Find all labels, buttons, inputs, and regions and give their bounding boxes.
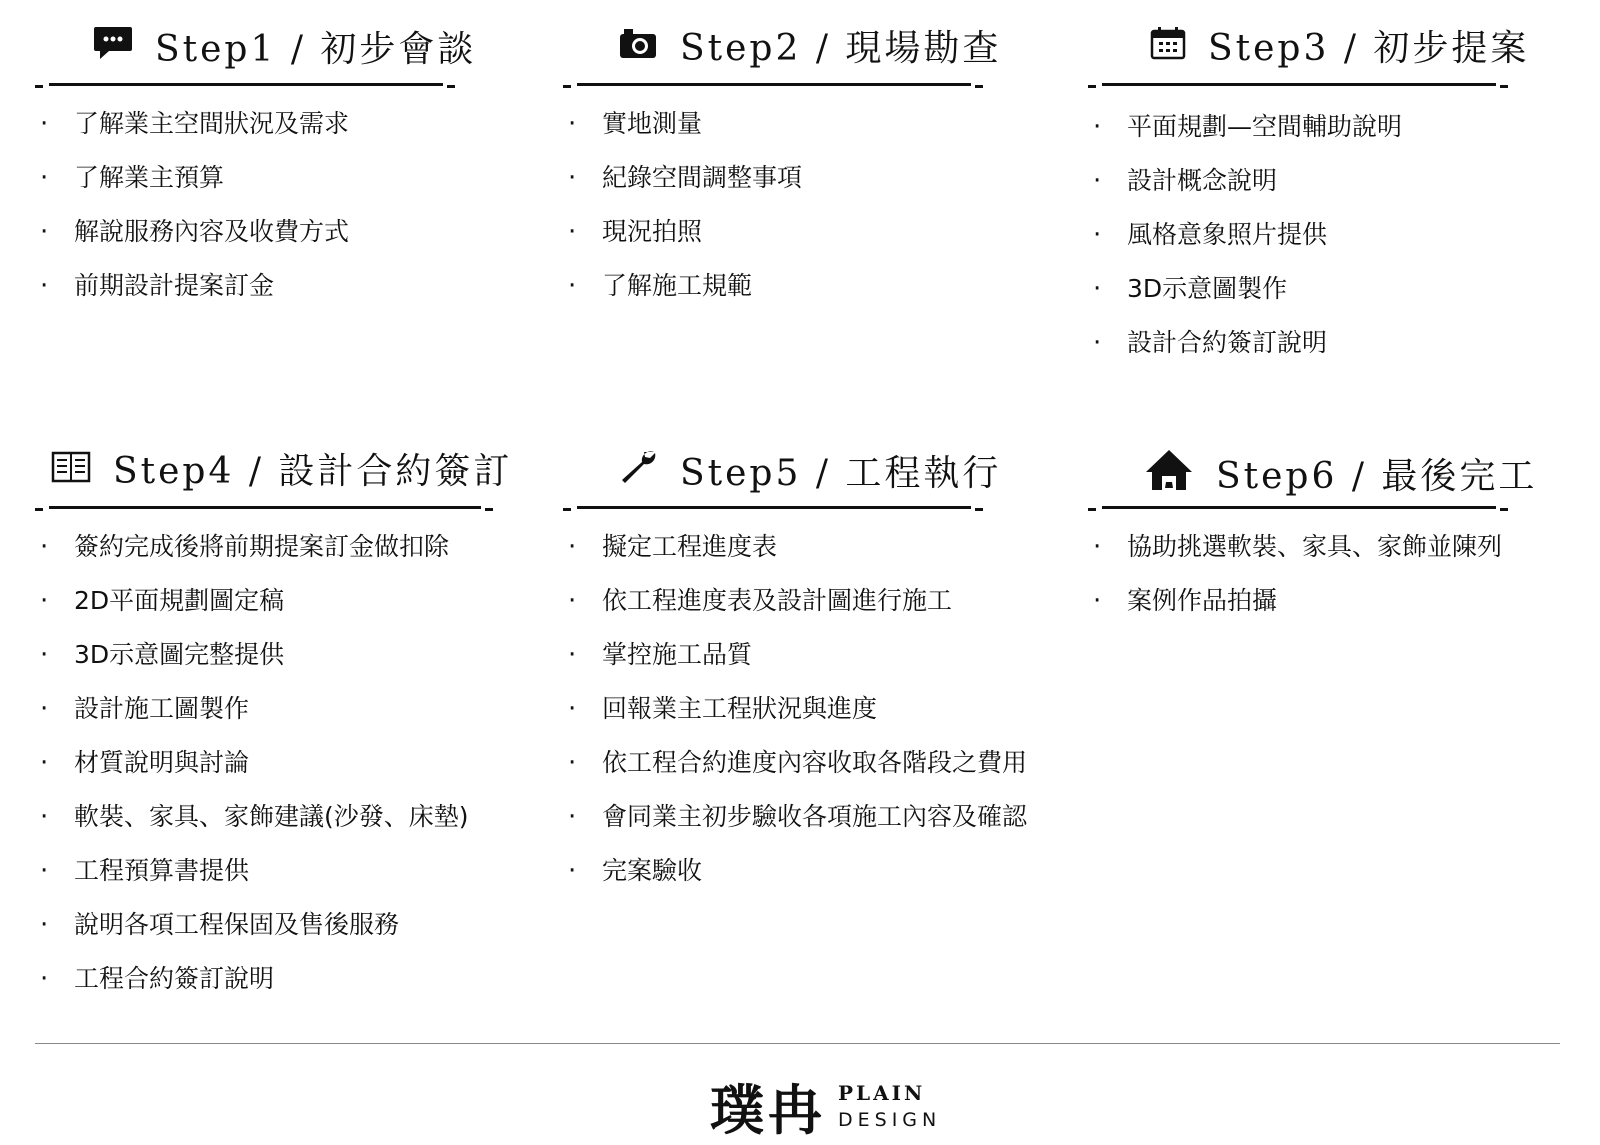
footer-divider <box>35 1043 1560 1044</box>
step-title: Step6 / 最後完工 <box>1216 455 1538 497</box>
list-item: · 風格意象照片提供 <box>1093 208 1402 262</box>
logo-chinese: 璞冉 <box>710 1078 826 1142</box>
list-item: · 材質說明與討論 <box>40 736 469 790</box>
logo-design: DESIGN <box>838 1109 942 1132</box>
brand-logo <box>710 1068 941 1145</box>
calendar-icon <box>1150 25 1186 73</box>
step-title: Step1 / 初步會談 <box>155 28 477 70</box>
rule-end-left <box>35 508 43 511</box>
rule-end-right <box>975 85 983 88</box>
step-1 <box>35 25 477 300</box>
list-item: · 現況拍照 <box>568 205 802 259</box>
step-item-list <box>40 97 349 313</box>
step-item-list <box>40 520 469 1006</box>
list-item: · 掌控施工品質 <box>568 628 1027 682</box>
rule-end-right <box>1500 508 1508 511</box>
list-item: · 依工程合約進度內容收取各階段之費用 <box>568 736 1027 790</box>
list-item: · 設計施工圖製作 <box>40 682 469 736</box>
list-item: · 擬定工程進度表 <box>568 520 1027 574</box>
step-underline <box>577 506 971 509</box>
list-item: · 3D示意圖製作 <box>1093 262 1402 316</box>
document-icon <box>51 448 91 496</box>
step-item-list <box>1093 520 1502 628</box>
step-title: Step2 / 現場勘查 <box>680 28 1002 69</box>
step-item-list <box>568 520 1027 898</box>
step-2 <box>563 25 1003 300</box>
rule-end-right <box>485 508 493 511</box>
list-item: · 工程預算書提供 <box>40 844 469 898</box>
rule-end-left <box>1088 508 1096 511</box>
list-item: · 平面規劃—空間輔助說明 <box>1093 100 1402 154</box>
step-3 <box>1088 25 1530 357</box>
list-item: · 軟裝、家具、家飾建議(沙發、床墊) <box>40 790 469 844</box>
list-item: · 依工程進度表及設計圖進行施工 <box>568 574 1027 628</box>
step-header <box>563 25 1003 85</box>
list-item: · 完案驗收 <box>568 844 1027 898</box>
step-title: Step3 / 初步提案 <box>1208 28 1530 69</box>
list-item: · 了解施工規範 <box>568 259 802 313</box>
rule-end-left <box>1088 85 1096 88</box>
step-underline <box>1102 83 1496 86</box>
list-item: · 協助挑選軟裝、家具、家飾並陳列 <box>1093 520 1502 574</box>
rule-end-left <box>35 85 43 88</box>
list-item: · 實地測量 <box>568 97 802 151</box>
rule-end-right <box>1500 85 1508 88</box>
step-underline <box>577 83 971 86</box>
chat-icon <box>93 25 133 74</box>
camera-icon <box>618 25 658 73</box>
list-item: · 紀錄空間調整事項 <box>568 151 802 205</box>
list-item: · 設計概念說明 <box>1093 154 1402 208</box>
step-header <box>35 25 475 85</box>
list-item: · 說明各項工程保固及售後服務 <box>40 898 469 952</box>
list-item: · 了解業主預算 <box>40 151 349 205</box>
rule-end-left <box>563 508 571 511</box>
list-item: · 解說服務內容及收費方式 <box>40 205 349 259</box>
rule-end-right <box>975 508 983 511</box>
list-item: · 簽約完成後將前期提案訂金做扣除 <box>40 520 469 574</box>
list-item: · 工程合約簽訂說明 <box>40 952 469 1006</box>
logo-plain: PLAIN <box>838 1081 926 1106</box>
step-5 <box>563 448 1063 885</box>
list-item: · 3D示意圖完整提供 <box>40 628 469 682</box>
step-4 <box>35 448 515 993</box>
house-icon <box>1144 448 1194 505</box>
logo-english <box>838 1082 941 1131</box>
step-underline <box>1102 506 1496 509</box>
step-title: Step5 / 工程執行 <box>680 452 1002 494</box>
step-6 <box>1088 448 1568 615</box>
step-header <box>1088 25 1528 85</box>
list-item: · 案例作品拍攝 <box>1093 574 1502 628</box>
step-header <box>563 448 1063 508</box>
step-title: Step4 / 設計合約簽訂 <box>113 451 513 492</box>
rule-end-left <box>563 85 571 88</box>
list-item: · 了解業主空間狀況及需求 <box>40 97 349 151</box>
step-header <box>1088 448 1568 508</box>
list-item: · 回報業主工程狀況與進度 <box>568 682 1027 736</box>
step-underline <box>49 83 443 86</box>
step-underline <box>49 506 481 509</box>
list-item: · 前期設計提案訂金 <box>40 259 349 313</box>
step-header <box>35 448 515 508</box>
step-item-list <box>568 97 802 313</box>
list-item: · 會同業主初步驗收各項施工內容及確認 <box>568 790 1027 844</box>
step-item-list <box>1093 100 1402 370</box>
list-item: · 2D平面規劃圖定稿 <box>40 574 469 628</box>
rule-end-right <box>447 85 455 88</box>
wrench-icon <box>618 448 658 499</box>
list-item: · 設計合約簽訂說明 <box>1093 316 1402 370</box>
